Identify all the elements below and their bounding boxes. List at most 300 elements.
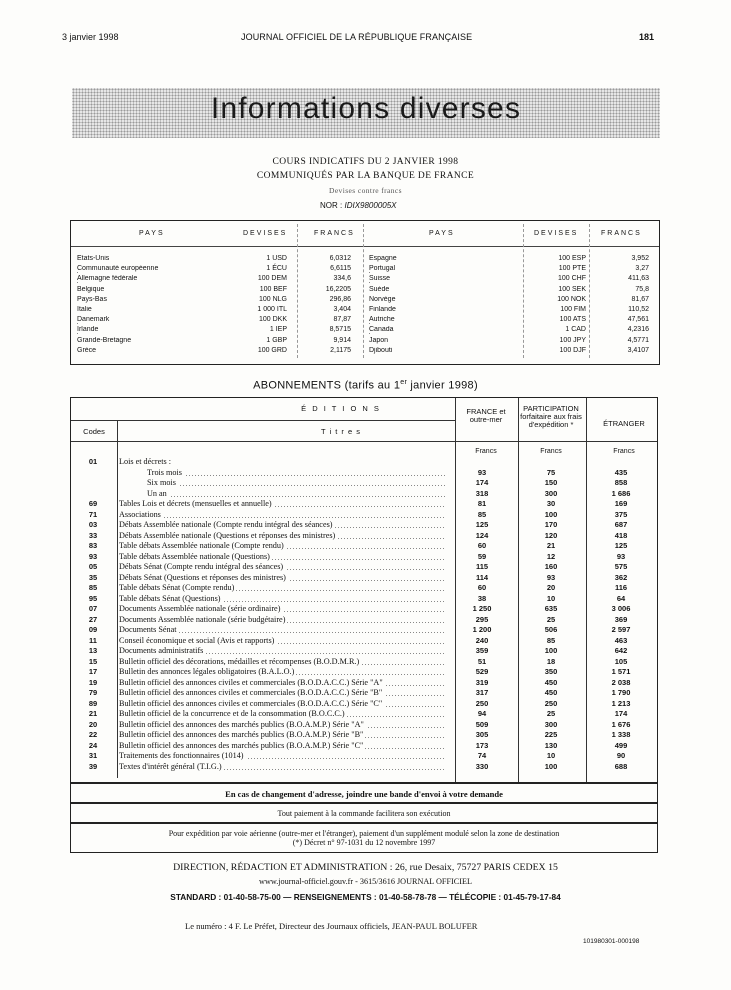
col-header-pays-left: PAYS [139,230,165,237]
abonnements-title: ABONNEMENTS (tarifs au 1er janvier 1998) [253,379,478,392]
subscription-row [71,573,657,583]
header-editions: É D I T I O N S [301,404,381,413]
row-code: 05 [88,562,98,571]
rate-country-label: Norvège [369,295,396,303]
row-price-etranger: 688 [614,761,628,771]
subscription-row [71,667,657,677]
row-title [119,625,445,634]
rate-country-label: Japon [369,336,389,344]
payment-note-text: Tout paiement à la commande facilitera son exécution [277,809,451,818]
row-code: 69 [88,499,98,508]
row-title-text: Lois et décrets : [119,457,172,466]
rate-value: 2,1175 [330,346,351,354]
col-header-pays-right: PAYS [429,230,455,237]
row-price-etranger: 93 [616,551,626,561]
rate-country [369,347,524,354]
row-price-france: 529 [475,667,489,676]
rate-currency: 100 CHF [557,275,586,283]
subscription-row [71,531,657,541]
rate-country [77,347,225,354]
rate-row [369,306,659,316]
decree-text: (*) Décret n° 97-1031 du 12 novembre 1997 [292,838,436,847]
phone-numbers: STANDARD : 01-40-58-75-00 — RENSEIGNEMENTS : 01-40-58-78-78 — TÉLÉCOPIE : 01-45-79-17-84 [170,892,561,902]
row-title-text: Débats Assemblée nationale (Compte rendu intégral des séances) [119,520,333,529]
row-title-text: Table débats Assemblée nationale (Compte rendu) [119,541,284,550]
row-price-participation: 12 [546,551,556,561]
row-title-text: Associations [119,509,161,519]
rate-country-label: Italie [77,306,92,313]
subscription-row [71,520,657,530]
row-code: 39 [88,761,98,771]
editions-rule [71,420,455,421]
subscription-row [71,615,657,625]
rate-country [369,275,524,282]
row-price-etranger: 1 790 [611,688,631,697]
row-title-text: Bulletin officiel de la concurrence et de la consommation (B.O.C.C.) [119,709,345,718]
row-price-participation: 100 [544,509,558,519]
rate-row [369,265,659,275]
row-price-france: 60 [477,541,487,550]
row-title-text: Documents Sénat [119,625,177,634]
row-code: 15 [88,656,98,666]
row-price-participation: 30 [546,499,556,508]
row-title-text: Un an [147,488,167,498]
row-price-participation: 25 [546,709,556,718]
row-price-france: 125 [475,520,489,529]
rate-row [369,316,659,326]
row-price-france: 94 [477,709,487,718]
row-price-etranger: 418 [614,530,628,540]
rate-currency: 100 DJF [559,346,586,354]
row-price-france: 1 250 [472,604,492,613]
rate-row [77,255,367,265]
row-price-participation: 20 [546,583,556,592]
row-price-participation: 350 [544,667,558,676]
rate-currency: 1 CAD [565,326,586,334]
rate-value: 296,86 [329,295,351,303]
rate-country [77,275,225,282]
row-title [119,688,445,697]
row-price-france: 38 [477,593,487,603]
address-change-text: En cas de changement d'adresse, joindre une bande d'envoi à votre demande [225,789,503,799]
rate-row [369,275,659,285]
rate-value: 3,952 [631,255,649,262]
row-price-etranger: 463 [614,635,628,645]
row-price-participation: 450 [544,677,558,687]
rate-value: 47,561 [627,316,649,324]
subscription-row [71,478,657,488]
row-title [119,751,445,760]
subscription-row [71,468,657,478]
rate-value: 411,63 [628,275,649,283]
rate-row [369,255,659,265]
row-price-etranger: 1 571 [611,667,631,676]
row-title [119,541,445,550]
row-price-etranger: 3 006 [611,604,631,613]
row-price-participation: 10 [546,593,556,603]
rate-country-label: Suède [369,285,390,293]
row-price-etranger: 642 [614,646,628,655]
row-price-france: 250 [475,698,489,708]
row-title [119,762,445,771]
subscription-row [71,562,657,572]
rate-row [369,337,659,347]
header-date: 3 janvier 1998 [62,32,119,42]
row-title-text: Bulletin officiel des annonces civiles et commerciales (B.O.D.A.C.C.) Série "B" [119,688,383,697]
subscription-row [71,510,657,520]
subscription-row [71,751,657,761]
row-price-participation: 130 [544,740,558,750]
row-code: 09 [88,625,98,634]
row-price-participation: 100 [544,646,558,655]
direction-address: DIRECTION, RÉDACTION ET ADMINISTRATION : 26, rue Desaix, 75727 PARIS CEDEX 15 [173,862,558,873]
row-price-etranger: 1 213 [611,698,631,708]
rate-currency: 100 BEF [259,285,287,293]
row-title-text: Conseil économique et social (Avis et rapports) [119,635,275,645]
rate-row [77,275,367,285]
row-price-etranger: 1 338 [611,730,631,739]
issue-price-line: Le numéro : 4 F. Le Préfet, Directeur des Journaux officiels, JEAN-PAUL BOLUFER [185,921,478,931]
unit-france: Francs [475,448,497,455]
rate-country-label: Canada [369,326,394,334]
row-price-france: 174 [475,478,489,487]
row-code: 85 [88,583,98,592]
row-price-etranger: 369 [614,614,628,624]
row-title [119,520,445,529]
subscription-row [71,678,657,688]
rate-row [369,347,659,357]
col-header-francs-right: FRANCS [601,230,642,237]
row-title [119,615,445,624]
row-title [119,741,445,750]
rate-country [77,337,225,344]
row-title [147,478,445,487]
rate-value: 110,52 [628,306,649,313]
row-price-france: 359 [475,646,489,655]
rate-currency: 100 ESP [558,255,586,262]
row-price-etranger: 375 [614,509,628,519]
rate-value: 4,5771 [627,336,649,344]
header-etranger: ÉTRANGER [603,419,645,428]
rate-country [77,296,225,303]
rate-country-label: Communauté européenne [77,265,159,273]
rate-currency: 1 USD [266,255,287,262]
rate-country [369,306,524,313]
row-price-etranger: 2 038 [611,677,631,687]
website-line: www.journal-officiel.gouv.fr - 3615/3616 JOURNAL OFFICIEL [259,877,472,886]
row-price-france: 60 [477,583,487,592]
rate-value: 81,67 [631,295,649,303]
rate-country [77,326,225,333]
rate-country-label: Allemagne fédérale [77,275,138,283]
row-title-text: Bulletin des annonces légales obligatoires (B.A.L.O.) [119,667,295,676]
subscription-row [71,730,657,740]
row-price-france: 1 200 [472,625,492,634]
subscription-row [71,636,657,646]
row-title [119,531,445,540]
subscription-row [71,709,657,719]
rate-currency: 100 GRD [257,346,287,354]
row-code: 93 [88,551,98,561]
rate-country-label: Finlande [369,306,396,313]
rate-country-label: Grèce [77,346,97,354]
row-title-text: Bulletin officiel des annonces civiles et commerciales (B.O.D.A.C.C.) Série "C" [119,698,383,708]
nor-label: NOR : [320,201,343,210]
row-price-participation: 25 [546,614,556,624]
subscription-row [71,741,657,751]
subscription-row [71,499,657,509]
rate-country [369,296,524,303]
rate-row [77,265,367,275]
row-price-france: 240 [475,635,489,645]
rate-row [77,316,367,326]
exchange-rates-table [70,220,660,365]
subscription-row [71,762,657,772]
row-title-text: Table débats Assemblée nationale (Questions) [119,551,270,561]
rate-row [77,347,367,357]
rate-row [369,286,659,296]
row-price-etranger: 499 [614,740,628,750]
row-price-participation: 93 [546,572,556,582]
row-price-france: 51 [477,656,487,666]
rate-row [77,286,367,296]
subscription-row [71,699,657,709]
rate-value: 3,27 [635,265,649,273]
document-reference: 101980301-000198 [583,938,640,945]
row-title [119,510,445,519]
row-price-participation: 160 [544,562,558,571]
row-price-france: 124 [475,530,489,540]
page-header [0,32,731,48]
header-bottom-rule [71,441,657,442]
row-price-france: 81 [477,499,487,508]
row-price-participation: 225 [544,730,558,739]
row-title [119,457,445,466]
row-price-etranger: 64 [616,593,626,603]
row-code: 33 [88,530,98,540]
row-code: 20 [88,719,98,729]
rate-country [77,255,225,262]
row-price-etranger: 2 597 [611,625,631,634]
header-participation: PARTICIPATION forfaitaire aux frais d'expédition * [520,404,582,429]
row-price-participation: 10 [546,751,556,760]
rate-country [369,316,524,323]
row-price-etranger: 1 676 [611,719,631,729]
row-price-etranger: 435 [614,467,628,477]
rate-currency: 100 JPY [559,336,586,344]
row-code: 35 [88,572,98,582]
row-code: 01 [88,457,98,466]
row-price-participation: 250 [544,698,558,708]
row-code: 17 [88,667,98,676]
rate-value: 334,6 [333,275,351,283]
rate-value: 75,8 [635,285,649,293]
row-title-text: Textes d'intérêt général (T.I.G.) [119,761,222,771]
row-code: 79 [88,688,98,697]
row-price-france: 115 [475,562,489,571]
address-change-note [70,783,658,803]
rate-row [369,296,659,306]
rate-country [369,326,524,333]
row-price-etranger: 174 [614,709,628,718]
rate-row [77,296,367,306]
rate-currency: 100 PTE [558,265,586,273]
row-title [119,709,445,718]
row-price-france: 93 [477,467,487,477]
row-code: 21 [88,709,98,718]
rate-value: 9,914 [333,336,351,344]
row-title-text: Documents Assemblée nationale (série ordinaire) [119,604,281,613]
rate-country [77,316,225,323]
row-code: 31 [88,751,98,760]
subscription-row [71,541,657,551]
row-code: 24 [88,740,98,750]
row-price-france: 114 [475,572,489,582]
header-page-number: 181 [639,32,655,42]
row-title [119,594,445,603]
rate-value: 4,2316 [627,326,649,334]
rate-row [77,337,367,347]
row-price-france: 317 [475,688,489,697]
rate-currency: 100 NLG [258,295,287,303]
rates-heading-2: COMMUNIQUÉS PAR LA BANQUE DE FRANCE [256,171,475,181]
air-shipping-text: Pour expédition par voie aérienne (outre-mer et l'étranger), paiement d'un supplément modulé selon la zone de destination [168,829,560,838]
rate-country [369,286,524,293]
row-code: 11 [89,635,97,645]
subscription-row [71,625,657,635]
row-price-participation: 170 [544,520,558,529]
rate-row [77,326,367,336]
rate-country [77,306,225,313]
payment-note [70,803,658,823]
row-title [119,730,445,739]
row-price-etranger: 105 [614,656,628,666]
row-price-etranger: 90 [616,751,626,760]
rate-country-label: Portugal [369,265,396,273]
subscription-row [71,583,657,593]
rate-value: 3,4107 [627,346,649,354]
row-price-france: 173 [475,740,489,750]
subscription-row [71,594,657,604]
row-price-participation: 300 [544,488,558,498]
row-price-france: 59 [477,551,487,561]
row-price-france: 85 [477,509,487,519]
row-title [119,678,445,687]
row-price-participation: 21 [546,541,556,550]
col-header-devises-right: DEVISES [534,230,579,237]
rate-value: 87,87 [333,316,351,324]
row-title-text: Débats Assemblée nationale (Questions et réponses des ministres) [119,530,336,540]
header-titres: T i t r e s [320,427,362,436]
row-title-text: Tables Lois et décrets (mensuelles et annuelle) [119,499,272,508]
row-price-etranger: 687 [614,520,628,529]
row-price-etranger: 362 [614,572,628,582]
subscriptions-table [70,397,658,783]
row-title [147,489,445,498]
rates-header-rule [71,246,659,247]
row-title-text: Bulletin officiel des décorations, médailles et récompenses (B.O.D.M.R.) [119,656,360,666]
subscription-row [71,646,657,656]
row-price-participation: 120 [544,530,558,540]
row-price-france: 318 [475,488,489,498]
row-title [147,468,445,477]
row-title-text: Six mois [147,478,176,487]
rate-country-label: Suisse [369,275,391,283]
rate-currency: 100 SEK [558,285,586,293]
subscription-row [71,657,657,667]
row-price-france: 330 [475,761,489,771]
rate-row [77,306,367,316]
row-title-text: Documents Assemblée nationale (série budgétaire) [119,614,286,624]
rate-country [369,265,524,272]
rate-country-label: Djibouti [369,346,393,354]
subscription-row [71,688,657,698]
subscription-row [71,720,657,730]
rate-country-label: Espagne [369,255,397,262]
header-codes: Codes [83,427,105,436]
row-code: 07 [88,604,98,613]
row-price-france: 74 [477,751,487,760]
subscription-row [71,552,657,562]
row-title-text: Débats Sénat (Compte rendu intégral des séances) [119,562,284,571]
section-banner [72,88,660,138]
rate-value: 6,6115 [330,265,351,273]
nor-reference [320,201,397,210]
row-code: 03 [88,520,98,529]
rate-country [77,265,225,272]
rate-row [369,326,659,336]
row-price-participation: 635 [544,604,558,613]
rate-currency: 100 DEM [257,275,287,283]
row-price-france: 509 [475,719,489,729]
subscription-row [71,604,657,614]
section-title: Informations diverses [210,92,522,125]
row-title [119,699,445,708]
subscription-row [71,457,657,467]
row-price-etranger: 116 [614,583,628,592]
row-title-text: Bulletin officiel des annonces des marchés publics (B.O.A.M.P.) Série "A" [119,719,364,729]
air-shipping-note [70,823,658,853]
rate-value: 16,2205 [325,285,351,293]
rate-country-label: Danemark [77,316,110,324]
row-price-participation: 75 [546,467,556,477]
row-title [119,646,445,655]
header-journal-title: JOURNAL OFFICIEL DE LA RÉPUBLIQUE FRANÇAISE [241,32,473,42]
row-price-etranger: 858 [614,478,628,487]
row-title-text: Bulletin officiel des annonces civiles et commerciales (B.O.D.A.C.C.) Série "A" [119,677,383,687]
rate-value: 6,0312 [329,255,351,262]
row-price-etranger: 1 686 [611,488,631,498]
row-code: 22 [88,730,98,739]
rate-country [369,255,524,262]
rate-currency: 1 GBP [266,336,287,344]
rate-currency: 1 IEP [269,326,287,334]
row-title-text: Bulletin officiel des annonces des marchés publics (B.O.A.M.P.) Série "C" [119,740,364,750]
subscription-row [71,489,657,499]
row-price-france: 305 [475,730,489,739]
row-title [119,552,445,561]
row-price-etranger: 575 [614,562,628,571]
row-price-participation: 300 [544,719,558,729]
row-code: 27 [88,614,98,624]
row-code: 19 [88,677,98,687]
rate-country [369,337,524,344]
row-title [119,657,445,666]
rate-currency: 100 ATS [559,316,586,324]
rate-country-label: Irlande [77,326,99,334]
header-france: FRANCE et outre-mer [466,407,506,424]
rates-heading-3: Devises contre francs [329,186,402,195]
